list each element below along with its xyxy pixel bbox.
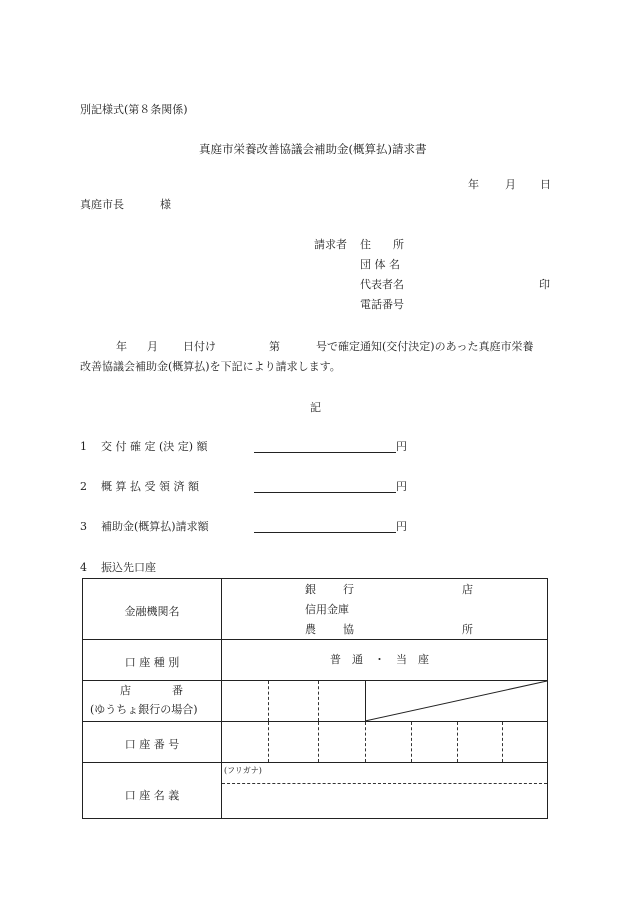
account-name-label: 口 座 名 義 bbox=[124, 789, 180, 802]
document-title: 真庭市栄養改善協議会補助金(概算払)請求書 bbox=[199, 142, 427, 156]
digit-separator bbox=[457, 722, 458, 762]
date-month: 月 bbox=[505, 178, 516, 191]
institution-label: 金融機関名 bbox=[124, 605, 180, 618]
branch-label-b: 番 bbox=[172, 684, 183, 697]
shinkin-label: 信用金庫 bbox=[305, 603, 349, 616]
table-row-divider bbox=[82, 639, 548, 640]
amount-blank[interactable] bbox=[254, 532, 396, 533]
table-border-top bbox=[82, 578, 548, 579]
form-reference: 別記様式(第８条関係) bbox=[80, 103, 188, 116]
date-day: 日 bbox=[540, 178, 551, 191]
item-label: 補助金(概算払)請求額 bbox=[101, 520, 209, 533]
digit-separator bbox=[268, 681, 269, 721]
amount-blank[interactable] bbox=[254, 492, 396, 493]
bank-char-b: 行 bbox=[343, 583, 354, 596]
diagonal-strike bbox=[365, 680, 548, 722]
bank-char-a: 銀 bbox=[305, 583, 316, 596]
addressee-honorific: 様 bbox=[160, 198, 171, 211]
body-day-date: 日付け bbox=[183, 340, 216, 353]
digit-separator bbox=[318, 681, 319, 721]
digit-separator bbox=[411, 722, 412, 762]
yen-unit: 円 bbox=[396, 440, 407, 453]
addressee-name: 真庭市長 bbox=[80, 198, 124, 211]
table-border-bottom bbox=[82, 818, 548, 819]
item-number: 2 bbox=[80, 480, 87, 493]
yen-unit: 円 bbox=[396, 520, 407, 533]
nokyo-char-a: 農 bbox=[305, 623, 316, 636]
store-char: 店 bbox=[462, 583, 473, 596]
bank-section-heading: 振込先口座 bbox=[101, 561, 156, 574]
requester-phone-label: 電話番号 bbox=[360, 298, 404, 311]
body-year: 年 bbox=[116, 340, 127, 353]
body-rest: 号で確定通知(交付決定)のあった真庭市栄養 bbox=[316, 340, 534, 353]
requester-address-label: 住 所 bbox=[360, 238, 404, 251]
item-number: 1 bbox=[80, 440, 87, 453]
yen-unit: 円 bbox=[396, 480, 407, 493]
digit-separator bbox=[365, 722, 366, 762]
seal-mark: 印 bbox=[539, 278, 550, 291]
branch-label-a: 店 bbox=[120, 684, 131, 697]
requester-label: 請求者 bbox=[314, 238, 347, 251]
office-char: 所 bbox=[462, 623, 473, 636]
nokyo-char-b: 協 bbox=[343, 623, 354, 636]
digit-separator bbox=[502, 722, 503, 762]
branch-sub-label: (ゆうちょ銀行の場合) bbox=[90, 703, 198, 716]
ki-heading: 記 bbox=[310, 401, 321, 414]
item-label: 概 算 払 受 領 済 額 bbox=[101, 480, 199, 493]
item-number: 3 bbox=[80, 520, 87, 533]
digit-separator bbox=[318, 722, 319, 762]
furigana-label: (フリガナ) bbox=[224, 766, 262, 775]
furigana-divider bbox=[222, 783, 547, 784]
account-type-label: 口 座 種 別 bbox=[124, 656, 180, 669]
table-row-divider bbox=[82, 762, 548, 763]
account-type-options[interactable]: 普 通 ・ 当 座 bbox=[330, 653, 429, 666]
body-month: 月 bbox=[147, 340, 158, 353]
requester-rep-label: 代表者名 bbox=[360, 278, 404, 291]
body-dai: 第 bbox=[269, 340, 280, 353]
account-number-label: 口 座 番 号 bbox=[124, 738, 180, 751]
item-label: 交 付 確 定 (決 定) 額 bbox=[101, 440, 208, 453]
bank-section-number: 4 bbox=[80, 561, 87, 574]
body-line-2: 改善協議会補助金(概算払)を下記により請求します。 bbox=[80, 360, 341, 373]
digit-separator bbox=[268, 722, 269, 762]
amount-blank[interactable] bbox=[254, 452, 396, 453]
date-year: 年 bbox=[468, 178, 479, 191]
requester-org-label: 団 体 名 bbox=[360, 258, 400, 271]
